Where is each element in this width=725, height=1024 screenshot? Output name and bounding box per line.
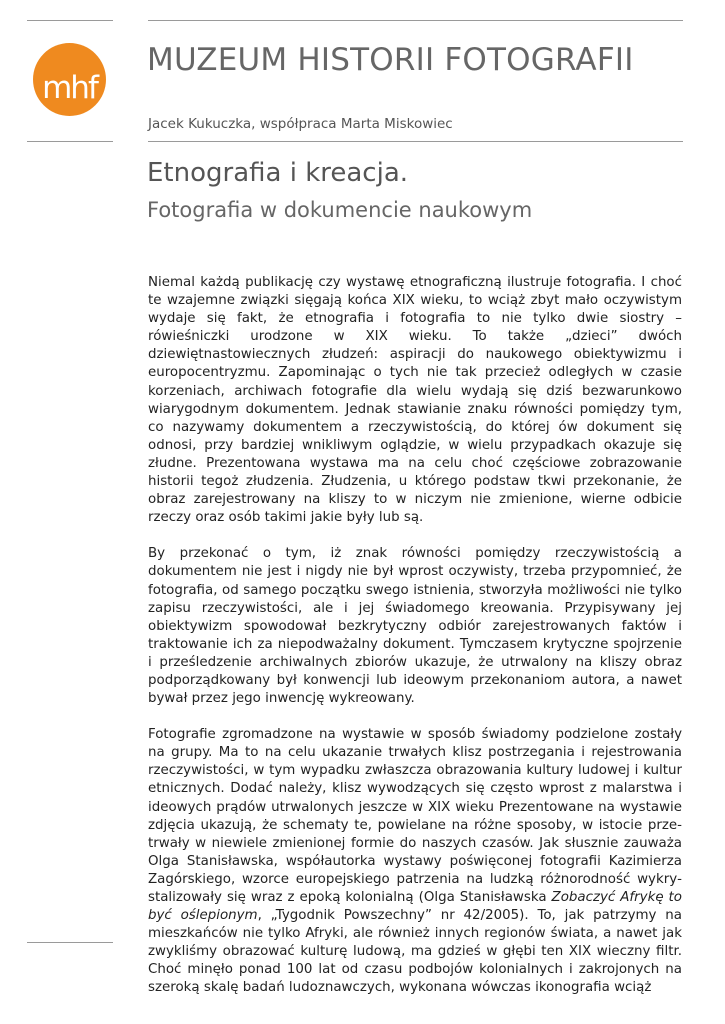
museum-logo xyxy=(33,43,106,116)
museum-name: MUZEUM HISTORII FOTOGRAFII xyxy=(147,42,634,78)
article-body xyxy=(148,274,682,1016)
cited-article-title: Zobaczyć Afrykę to być oślepionym xyxy=(148,890,682,924)
paragraph-3-part-1: Fotografie zgromadzone na wystawie w sposób świadomy podzielone zostały na grupy. Ma to na celu ukazanie trwałych klisz postrzegania i rejestrowania rzeczywistości, w tym wypadku zwłaszcza obrazowania kultury ludowej i kultur etnicznych. Dodać należy, klisz wywodzących się często wprost z malarstwa i ideowych prądów utrwalonych jeszcze w XIX wieku Prezentowane na wystawie zdjęcia ukazują, że schematy te, powielane na różne sposoby, w istocie przetrwały w niewiele zmienionej formie do naszych czasów. Jak słusznie zauważa Olga Stanisławska, współautorka wystawy poświęconej fotografii Kazimierza Zagórskiego, wzorce europejskiego patrzenia na ludzką różnorodność wykrystalizowały się wraz z epoką kolonialną (Olga Stanisławska xyxy=(148,727,682,905)
header-left-divider xyxy=(27,141,113,142)
top-left-divider xyxy=(27,20,113,21)
top-divider xyxy=(148,20,683,21)
paragraph-3 xyxy=(148,726,682,997)
header-divider xyxy=(148,141,683,142)
logo-text: mhf xyxy=(42,70,97,106)
article-subtitle: Fotografia w dokumencie naukowym xyxy=(147,198,533,222)
paragraph-2: By przekonać o tym, iż znak równości pomiędzy rzeczywistością a dokumentem nie jest i nigdy nie był wprost oczywisty, trzeba przypomnieć, że fotografia, od samego początku swego istnienia, stworzyła możliwości nie tylko zapisu rzeczywistości, ale i jej świadomego kreowania. Przypisywany jej obiektywizm spowodował bezkrytyczny odbiór zarejestrowanych faktów i traktowanie ich za niepodważalny dokument. Tymczasem krytyczne spojrzenie i prześledzenie archiwalnych zbiorów ukazuje, że utrwalony na kliszy obraz podporządkowany był konwencji lub ideowym przekonaniom autora, a nawet bywał przez jego inwencję wykreowany. xyxy=(148,546,682,707)
authors-line: Jacek Kukuczka, współpraca Marta Miskowiec xyxy=(148,116,453,132)
bottom-left-divider xyxy=(27,942,113,943)
article-title: Etnografia i kreacja. xyxy=(147,158,409,188)
paragraph-3-part-2: , „Tygodnik Powszechny” nr 42/2005). To, jak patrzymy na mieszkańców nie tylko Afryki, ale również innych regionów świata, a nawet jak zwykliśmy obrazować kulturę ludową, ma gdzieś w głębi ten XIX wieczny filtr. Choć minęło ponad 100 lat od czasu podbojów kolonialnych i zakrojonych na szeroką skalę badań ludoznawczych, wykonana wówczas ikonografia wciąż xyxy=(148,908,682,996)
paragraph-1: Niemal każdą publikację czy wystawę etnograficzną ilustruje fotografia. I choć te wzajemne związki sięgają końca XIX wieku, to wciąż zbyt mało oczywistym wydaje się fakt, że etnografia i fotografia to nie tylko dwie siostry – rówieśniczki urodzone w XIX wieku. To także „dzieci” dwóch dziewiętnastowiecznych złudzeń: aspiracji do naukowego obiektywizmu i europocentryzmu. Zapominając o tych nie tak przecież odległych w czasie korzeniach, archiwach fotografie dla wielu wydają się dziś bezwarunkowo wiarygodnym dokumentem. Jednak stawianie znaku równości pomiędzy tym, co nazywamy dokumentem a rzeczywistością, do której ów dokument się odnosi, przy bardziej wnikliwym oglądzie, w wielu przypadkach okazuje się złudne. Prezentowana wystawa ma na celu choć częściowe zobrazowanie historii tegoż złudzenia. Złudzenia, u którego podstaw tkwi przekonanie, że obraz zarejestrowany na kliszy to w niczym nie zmienione, wierne odbicie rzeczy oraz osób takimi jakie były lub są. xyxy=(148,275,682,526)
